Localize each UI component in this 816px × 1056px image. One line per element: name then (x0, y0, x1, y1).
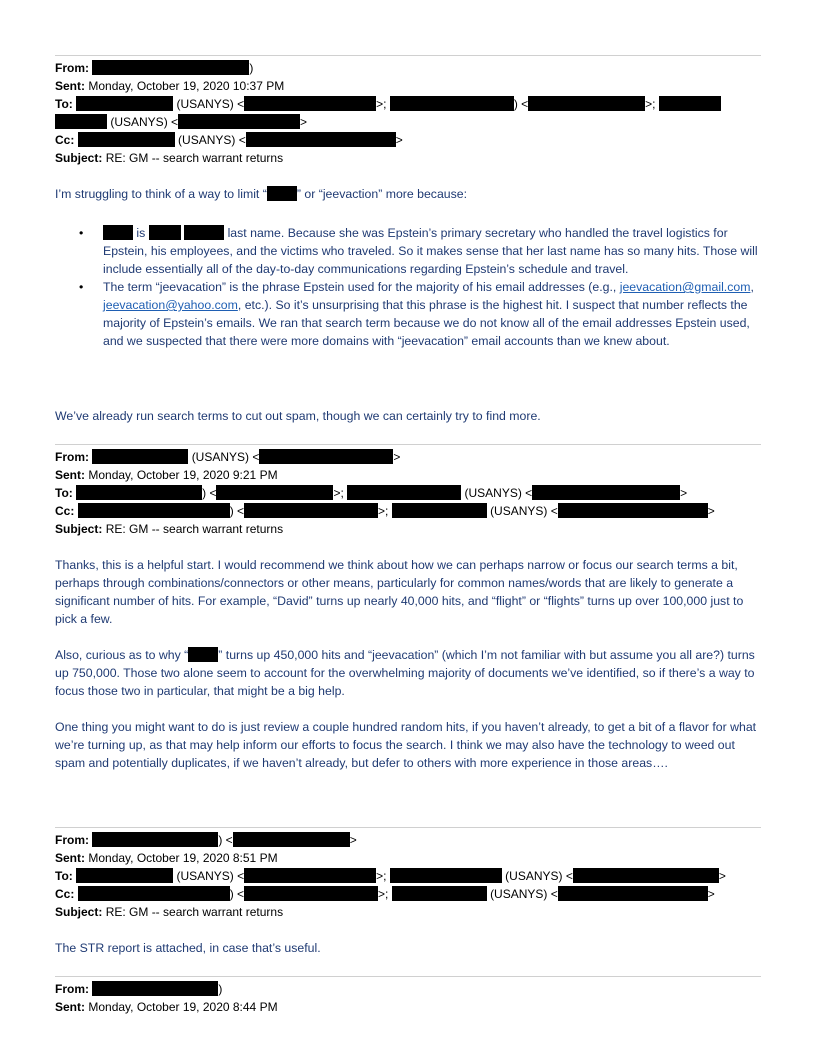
subject-line: Subject: RE: GM -- search warrant returns (55, 151, 284, 165)
redaction (558, 886, 708, 901)
email-link[interactable]: jeevacation@gmail.com (619, 280, 751, 294)
to-line: To: ) < >; (USANYS) < > (55, 486, 688, 500)
sent-line: Sent: Monday, October 19, 2020 9:21 PM (55, 468, 278, 482)
email-body-3 (55, 939, 761, 957)
redaction (390, 868, 502, 883)
redaction (244, 96, 376, 111)
paragraph: Thanks, this is a helpful start. I would recommend we think about how we can perhaps narrow or focus our search terms a bit, perhaps through combinations/connectors or other means, particularly for common names/words that are likely to generate a significant number of hits. For example, “David” turns up nearly 40,000 hits, and “flight” or “flights” turns up over 100,000 just to pick a few. (55, 558, 744, 626)
divider (55, 444, 761, 445)
redaction (267, 186, 297, 201)
email-body-1 (55, 185, 761, 203)
redaction (92, 832, 218, 847)
divider (55, 827, 761, 828)
redaction (188, 647, 218, 662)
paragraph: The STR report is attached, in case that’s useful. (55, 941, 321, 955)
list-item: • The term “jeevacation” is the phrase Epstein used for the majority of his email addresses (e.g., jeevacation@gmail.com, jeevacation@yahoo.com, etc.). So it’s unsurprising that this phrase is the highest hit. I suspect that number reflects the majority of Epstein’s emails. We ran that search term because we do not know all of the email addresses Epstein used, and we suspected that there were more domains with “jeevacation” email accounts than we knew about. (103, 278, 761, 350)
redaction (573, 868, 719, 883)
redaction (392, 886, 487, 901)
redaction (390, 96, 514, 111)
redaction (216, 485, 333, 500)
redaction (532, 485, 680, 500)
redaction (184, 225, 224, 240)
redaction (244, 503, 378, 518)
subject-line: Subject: RE: GM -- search warrant returns (55, 522, 284, 536)
to-line-cont: (USANYS) < > (55, 113, 721, 131)
bullet-list (55, 224, 761, 350)
cc-line: Cc: ) < >; (USANYS) < > (55, 887, 715, 901)
email-header-2 (55, 448, 715, 538)
redaction (92, 449, 188, 464)
redaction (178, 114, 300, 129)
from-line: From: ) (55, 982, 223, 996)
divider (55, 976, 761, 977)
to-line: To: (USANYS) < >; (USANYS) < > (55, 869, 726, 883)
email-header-3 (55, 831, 726, 921)
redaction (558, 503, 708, 518)
email-body-2-p2 (55, 646, 761, 700)
paragraph: Also, curious as to why “ ” turns up 450,000 hits and “jeevacation” (which I’m not familiar with but assume you all are?) turns up 750,000. Those two alone seem to account for the overwhelming majority of documents we’ve identified, so if there’s a way to focus those two in particular, that might be a big help. (55, 648, 755, 698)
redaction (78, 886, 230, 901)
redaction (92, 981, 218, 996)
redaction (76, 868, 173, 883)
redaction (92, 60, 249, 75)
cc-line: Cc: ) < >; (USANYS) < > (55, 504, 715, 518)
subject-line: Subject: RE: GM -- search warrant returns (55, 905, 284, 919)
email-body-2-p3 (55, 718, 761, 772)
redaction (244, 886, 378, 901)
sent-line: Sent: Monday, October 19, 2020 8:51 PM (55, 851, 278, 865)
cc-line: Cc: (USANYS) < > (55, 133, 403, 147)
email-header-1 (55, 59, 721, 167)
redaction (659, 96, 721, 111)
email-body-2 (55, 556, 761, 628)
from-line: From: ) (55, 61, 254, 75)
paragraph: One thing you might want to do is just review a couple hundred random hits, if you haven’t already, to get a bit of a flavor for what we’re turning up, as that may help inform our efforts to focus the search. I think we may also have the technology to weed out spam and potentially duplicates, if we haven’t already, but defer to others with more experience in those areas…. (55, 720, 757, 770)
redaction (528, 96, 645, 111)
paragraph: I’m struggling to think of a way to limit “ ” or “jeevaction” more because: (55, 187, 468, 201)
redaction (149, 225, 181, 240)
sent-line: Sent: Monday, October 19, 2020 8:44 PM (55, 1000, 278, 1014)
redaction (78, 503, 230, 518)
redaction (259, 449, 393, 464)
redaction (103, 225, 133, 240)
redaction (392, 503, 487, 518)
to-line: To: (USANYS) < >; ) < >; (55, 95, 721, 113)
sent-line: Sent: Monday, October 19, 2020 10:37 PM (55, 79, 285, 93)
redaction (233, 832, 350, 847)
redaction (55, 114, 107, 129)
from-line: From: (USANYS) < > (55, 450, 401, 464)
redaction (347, 485, 461, 500)
from-line: From: ) < > (55, 833, 357, 847)
redaction (246, 132, 396, 147)
redaction (244, 868, 376, 883)
divider (55, 55, 761, 56)
email-body-1-closing (55, 407, 761, 425)
redaction (78, 132, 175, 147)
redaction (76, 485, 202, 500)
email-header-4 (55, 980, 278, 1016)
redaction (76, 96, 173, 111)
paragraph: We’ve already run search terms to cut out spam, though we can certainly try to find more. (55, 409, 541, 423)
list-item: • is last name. Because she was Epstein’s primary secretary who handled the travel logistics for Epstein, his employees, and the victims who traveled. So it makes sense that her last name has so many hits. Those will include essentially all of the day-to-day communications regarding Epstein’s schedule and travel. (103, 224, 761, 278)
email-link[interactable]: jeevacation@yahoo.com (103, 298, 238, 312)
